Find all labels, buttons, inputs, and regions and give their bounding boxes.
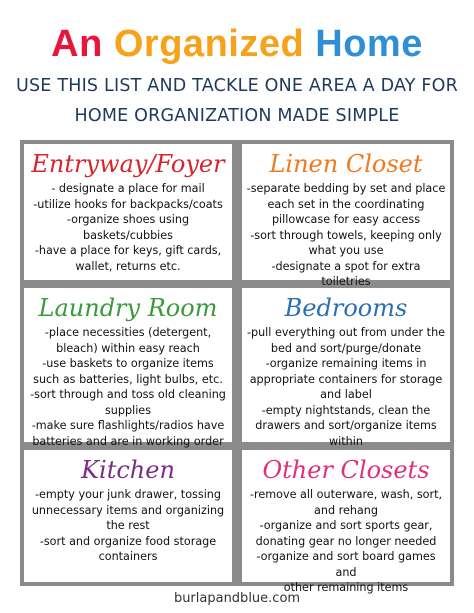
checklist-item: - designate a place for mail	[51, 182, 205, 195]
checklist-item: wallet, returns etc.	[75, 259, 181, 273]
checklist-item: -empty nightstands, clean the	[261, 403, 431, 417]
title-word-3: Home	[315, 23, 423, 65]
checklist-item: and label	[320, 388, 372, 401]
checklist-item: unnecessary items and organizing	[31, 503, 225, 517]
checklist-item: -organize remaining items in	[265, 357, 427, 370]
checklist-item: -organize and sort board games and	[256, 550, 436, 579]
section-heading: Bedrooms	[284, 294, 408, 322]
checklist-item: such as batteries, light bulbs, etc.	[33, 372, 223, 386]
checklist-item: -organize shoes using	[66, 213, 190, 226]
checklist-item: baskets/cubbies	[83, 228, 173, 242]
checklist-item: -utilize hooks for backpacks/coats	[33, 197, 223, 211]
section-items	[242, 325, 450, 449]
checklist-item: supplies	[104, 403, 152, 417]
checklist-item: -make sure flashlights/radios have	[31, 419, 225, 432]
checklist-item: -use baskets to organize items	[42, 357, 214, 370]
checklist-item: each set in the coordinating	[267, 197, 425, 211]
section-bedrooms	[242, 288, 450, 448]
checklist-item: -separate bedding by set and place	[246, 182, 446, 195]
checklist-item: -sort through towels, keeping only	[250, 228, 442, 242]
checklist-item: other remaining items	[283, 581, 409, 594]
checklist-item: drawers and sort/organize items	[255, 419, 437, 432]
checklist-item: -sort and organize food storage	[39, 534, 217, 548]
checklist-item: -organize and sort sports gear,	[259, 519, 433, 532]
checklist-item: appropriate containers for storage	[249, 372, 443, 386]
section-other-closets	[242, 450, 450, 594]
checklist-grid	[20, 140, 454, 594]
section-items	[242, 487, 450, 596]
section-heading: Kitchen	[81, 456, 175, 484]
section-entryway	[24, 144, 232, 280]
page-title	[0, 22, 474, 66]
checklist-item: -sort through and toss old cleaning	[30, 388, 226, 401]
section-laundry-room	[24, 288, 232, 448]
checklist-item: donating gear no longer needed	[255, 534, 437, 548]
title-word-1: An	[51, 23, 114, 65]
checklist-item: batteries and are in working order	[32, 434, 224, 448]
checklist-item: -pull everything out from under the	[246, 326, 446, 339]
section-heading: Linen Closet	[269, 150, 423, 178]
checklist-item: pillowcase for easy access	[271, 213, 421, 226]
checklist-item: bed and sort/purge/donate	[270, 341, 422, 355]
section-items	[242, 181, 450, 290]
checklist-item: the rest	[106, 519, 150, 532]
section-linen-closet	[242, 144, 450, 288]
subtitle-line-2: HOME ORGANIZATION MADE SIMPLE	[74, 106, 400, 126]
section-heading: Laundry Room	[38, 294, 218, 322]
section-kitchen	[24, 450, 232, 582]
section-heading: Other Closets	[262, 456, 430, 484]
checklist-item: bleach) within easy reach	[56, 341, 200, 355]
section-heading: Entryway/Foyer	[31, 150, 225, 178]
checklist-item: -empty your junk drawer, tossing	[34, 488, 221, 501]
checklist-item: -place necessities (detergent,	[44, 326, 212, 339]
checklist-item: what you use	[308, 244, 384, 257]
title-word-2: Organized	[113, 23, 316, 65]
section-items	[24, 181, 232, 274]
checklist-item: -remove all outerware, wash, sort,	[249, 488, 443, 501]
section-items	[24, 487, 232, 565]
checklist-item: within	[329, 434, 363, 448]
subtitle-line-1: USE THIS LIST AND TACKLE ONE AREA A DAY FOR	[15, 76, 459, 96]
checklist-item: and rehang	[314, 503, 378, 517]
checklist-item: -designate a spot for extra toiletries	[271, 259, 421, 288]
footer-website: burlapandblue.com	[173, 591, 301, 606]
section-items	[24, 325, 232, 449]
checklist-item: containers	[98, 550, 158, 563]
checklist-item: -have a place for keys, gift cards,	[34, 244, 222, 257]
